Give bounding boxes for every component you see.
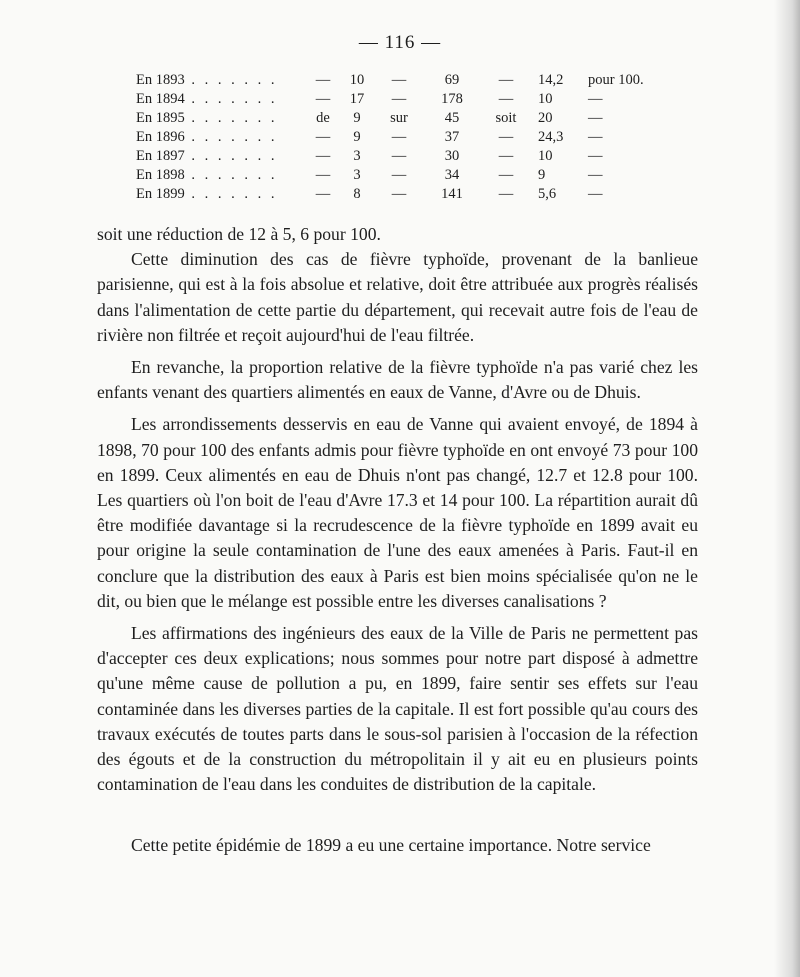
year-label: En 1896 bbox=[136, 129, 185, 145]
table-cell-year bbox=[136, 71, 300, 90]
year-label: En 1893 bbox=[136, 72, 185, 88]
page-edge-shadow bbox=[774, 0, 800, 977]
table-cell-sep2: — bbox=[498, 72, 514, 88]
table-cell-sep2: soit bbox=[495, 110, 517, 126]
table-cell-year bbox=[136, 128, 300, 147]
table-cell-v3: 10 bbox=[538, 148, 553, 164]
table-cell-v3: 10 bbox=[538, 91, 553, 107]
paragraph-reduction: soit une réduction de 12 à 5, 6 pour 100. bbox=[97, 224, 381, 244]
statistics-table-body bbox=[136, 71, 658, 204]
table-cell-unit: — bbox=[588, 186, 603, 202]
table-cell-pre: — bbox=[315, 186, 331, 202]
table-row bbox=[136, 90, 658, 109]
table-cell-unit: pour 100. bbox=[588, 72, 644, 88]
table-cell-year bbox=[136, 185, 300, 204]
table-cell-v3: 20 bbox=[538, 110, 553, 126]
table-cell-v1: 10 bbox=[349, 72, 365, 88]
table-cell-v3: 9 bbox=[538, 167, 546, 183]
table-cell-v2: 141 bbox=[441, 186, 463, 202]
table-cell-sep1: — bbox=[391, 91, 407, 107]
table-cell-sep1: — bbox=[391, 72, 407, 88]
leader-dots: . . . . . . . bbox=[184, 148, 278, 164]
table-cell-pre: — bbox=[315, 129, 331, 145]
table-cell-pre: — bbox=[315, 72, 331, 88]
table-cell-v2: 69 bbox=[444, 72, 460, 88]
table-cell-sep1: — bbox=[391, 129, 407, 145]
table-cell-year bbox=[136, 147, 300, 166]
leader-dots: . . . . . . . bbox=[184, 72, 278, 88]
table-cell-year bbox=[136, 90, 300, 109]
table-cell-sep2: — bbox=[498, 148, 514, 164]
table-cell-pre: — bbox=[315, 148, 331, 164]
year-label: En 1898 bbox=[136, 167, 185, 183]
year-label: En 1897 bbox=[136, 148, 185, 164]
table-cell-v2: 178 bbox=[441, 91, 463, 107]
year-label: En 1899 bbox=[136, 186, 185, 202]
table-cell-sep1: — bbox=[391, 186, 407, 202]
paragraph-arrondissements: Les arrondissements desservis en eau de Vanne qui avaient envoyé, de 1894 à 1898, 70 pour 100 des enfants admis pour fièvre typhoïde en ont envoyé 73 pour 100 en 1899. Ceux alimentés en eau de Dhuis n'ont pas changé, 12.7 et 12.8 pour 100. Les quartiers où l'on boit de l'eau d'Avre 17.3 et 14 pour 100. La répartition aurait dû être modifiée davantage si la recrudescence de la fièvre typhoïde en 1899 avait eu pour origine la seule contamination de l'une des eaux amenées à Paris. Faut-il en conclure que la distribution des eaux à Paris est bien moins spécialisée qu'on ne le dit, ou bien que le mélange est possible entre les diverses canalisations ? bbox=[97, 414, 698, 611]
paragraph-epidemie: Cette petite épidémie de 1899 a eu une certaine importance. Notre service bbox=[131, 835, 651, 856]
table-cell-unit: — bbox=[588, 110, 603, 126]
table-cell-pre: de bbox=[316, 110, 330, 126]
body-text bbox=[97, 222, 698, 859]
table-cell-v2: 37 bbox=[444, 129, 460, 145]
table-cell-v3: 5,6 bbox=[538, 186, 557, 202]
year-label: En 1894 bbox=[136, 91, 185, 107]
table-cell-sep2: — bbox=[498, 186, 514, 202]
table-cell-v2: 34 bbox=[444, 167, 460, 183]
typhoid-statistics-table bbox=[136, 71, 658, 204]
table-cell-v1: 17 bbox=[349, 91, 365, 107]
table-cell-sep2: — bbox=[498, 91, 514, 107]
table-cell-year bbox=[136, 166, 300, 185]
table-cell-v3: 24,3 bbox=[538, 129, 564, 145]
table-cell-v3: 14,2 bbox=[538, 72, 564, 88]
page-number: — 116 — bbox=[358, 32, 442, 53]
table-cell-v1: 9 bbox=[353, 110, 361, 126]
leader-dots: . . . . . . . bbox=[184, 91, 278, 107]
leader-dots: . . . . . . . bbox=[184, 129, 278, 145]
leader-dots: . . . . . . . bbox=[184, 167, 278, 183]
table-row bbox=[136, 147, 658, 166]
table-row bbox=[136, 166, 658, 185]
table-cell-pre: — bbox=[315, 167, 331, 183]
table-cell-unit: — bbox=[588, 167, 603, 183]
table-row bbox=[136, 71, 658, 90]
table-row bbox=[136, 128, 658, 147]
table-cell-sep1: sur bbox=[390, 110, 408, 126]
table-row bbox=[136, 185, 658, 204]
table-cell-unit: — bbox=[588, 91, 603, 107]
year-label: En 1895 bbox=[136, 110, 185, 126]
table-cell-v1: 9 bbox=[353, 129, 361, 145]
table-row bbox=[136, 109, 658, 128]
table-cell-v2: 30 bbox=[444, 148, 460, 164]
table-cell-unit: — bbox=[588, 148, 603, 164]
table-cell-sep1: — bbox=[391, 148, 407, 164]
table-cell-v2: 45 bbox=[444, 110, 460, 126]
paragraph-affirmations: Les affirmations des ingénieurs des eaux de la Ville de Paris ne permettent pas d'accepter ces deux explications; nous sommes pour notre part disposé à admettre qu'une même cause de pollution a pu, en 1899, faire sentir ses effets sur l'eau contaminée dans les diverses parties de la capitale. Il est fort possible qu'au cours des travaux exécutés de toutes parts dans le sous-sol parisien à l'occasion de la réfection des égouts et de la construction du métropolitain il y ait eu en plusieurs points contamination de l'eau dans les conduites de distribution de la capitale. bbox=[97, 623, 698, 795]
leader-dots: . . . . . . . bbox=[184, 110, 278, 126]
table-cell-year bbox=[136, 109, 300, 128]
table-cell-sep2: — bbox=[498, 167, 514, 183]
paragraph-revanche: En revanche, la proportion relative de la fièvre typhoïde n'a pas varié chez les enfants venant des quartiers alimentés en eaux de Vanne, d'Avre ou de Dhuis. bbox=[97, 357, 698, 403]
table-cell-v1: 3 bbox=[353, 167, 361, 183]
table-cell-sep2: — bbox=[498, 129, 514, 145]
table-cell-unit: — bbox=[588, 129, 603, 145]
leader-dots: . . . . . . . bbox=[184, 186, 278, 202]
table-cell-pre: — bbox=[315, 91, 331, 107]
table-cell-v1: 8 bbox=[353, 186, 361, 202]
paragraph-banlieue: Cette diminution des cas de fièvre typhoïde, provenant de la banlieue parisienne, qui est à la fois absolue et relative, doit être attribuée aux progrès réalisés dans l'alimentation de cette partie du département, qui recevait autre fois de l'eau de rivière non filtrée et reçoit aujourd'hui de l'eau filtrée. bbox=[97, 249, 698, 345]
table-cell-v1: 3 bbox=[353, 148, 361, 164]
table-cell-sep1: — bbox=[391, 167, 407, 183]
